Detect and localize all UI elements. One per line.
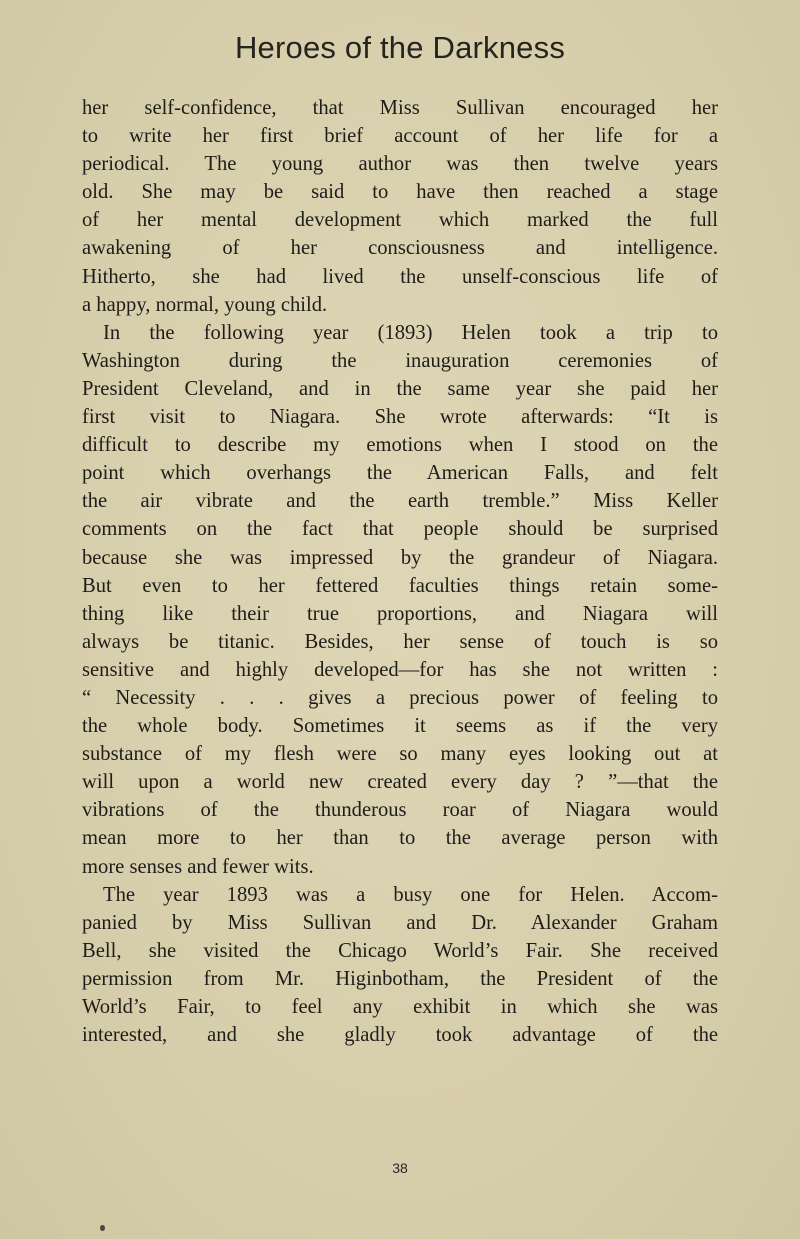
text-line: World’s Fair, to feel any exhibit in which she was xyxy=(82,996,718,1018)
text-line: But even to her fettered faculties things retain some- xyxy=(82,574,718,597)
text-line: comments on the fact that people should be surprised xyxy=(82,518,718,541)
text-line: old. She may be said to have then reached a stage xyxy=(82,181,718,204)
text-line: Hitherto, she had lived the unself-conscious life of xyxy=(82,265,718,288)
body-text xyxy=(82,94,718,1049)
text-line: her self-confidence, that Miss Sullivan encouraged her xyxy=(82,97,718,119)
text-line: always be titanic. Besides, her sense of touch is so xyxy=(82,630,718,653)
paragraph-first-line: The year 1893 was a busy one for Helen. Accom- xyxy=(103,883,718,906)
text-line: Washington during the inauguration ceremonies of xyxy=(82,349,718,372)
text-line: interested, and she gladly took advantage of the xyxy=(82,1024,718,1047)
text-line: “ Necessity . . . gives a precious power of feeling to xyxy=(82,686,718,709)
text-line: awakening of her consciousness and intelligence. xyxy=(82,237,718,260)
text-line: President Cleveland, and in the same year she paid her xyxy=(82,377,718,400)
paragraph-first-line: In the following year (1893) Helen took a trip to xyxy=(103,321,718,344)
text-line: to write her first brief account of her life for a xyxy=(82,125,718,148)
text-line: panied by Miss Sullivan and Dr. Alexander Graham xyxy=(82,911,718,934)
text-line: substance of my flesh were so many eyes looking out at xyxy=(82,743,718,766)
text-line: of her mental development which marked the full xyxy=(82,209,718,232)
text-line: the whole body. Sometimes it seems as if the very xyxy=(82,715,718,738)
text-line: permission from Mr. Higinbotham, the President of the xyxy=(82,967,718,990)
text-line: Bell, she visited the Chicago World’s Fair. She received xyxy=(82,939,718,962)
text-line: will upon a world new created every day ? ”—that the xyxy=(82,771,718,794)
text-line: periodical. The young author was then twelve years xyxy=(82,153,718,176)
text-line: difficult to describe my emotions when I stood on the xyxy=(82,434,718,457)
text-line: vibrations of the thunderous roar of Niagara would xyxy=(82,799,718,822)
text-line: a happy, normal, young child. xyxy=(82,293,328,316)
text-line: because she was impressed by the grandeur of Niagara. xyxy=(82,546,718,569)
text-line: first visit to Niagara. She wrote afterwards: “It is xyxy=(82,406,718,429)
text-line: the air vibrate and the earth tremble.” Miss Keller xyxy=(82,490,718,513)
text-line: sensitive and highly developed—for has she not written : xyxy=(82,658,718,681)
running-head: Heroes of the Darkness xyxy=(234,30,566,65)
ink-spot xyxy=(100,1225,105,1231)
text-line: mean more to her than to the average person with xyxy=(82,827,718,850)
page-number: 38 xyxy=(392,1160,408,1176)
text-line: point which overhangs the American Falls, and felt xyxy=(82,462,718,485)
text-line: thing like their true proportions, and Niagara will xyxy=(82,602,718,625)
text-line: more senses and fewer wits. xyxy=(82,855,314,878)
